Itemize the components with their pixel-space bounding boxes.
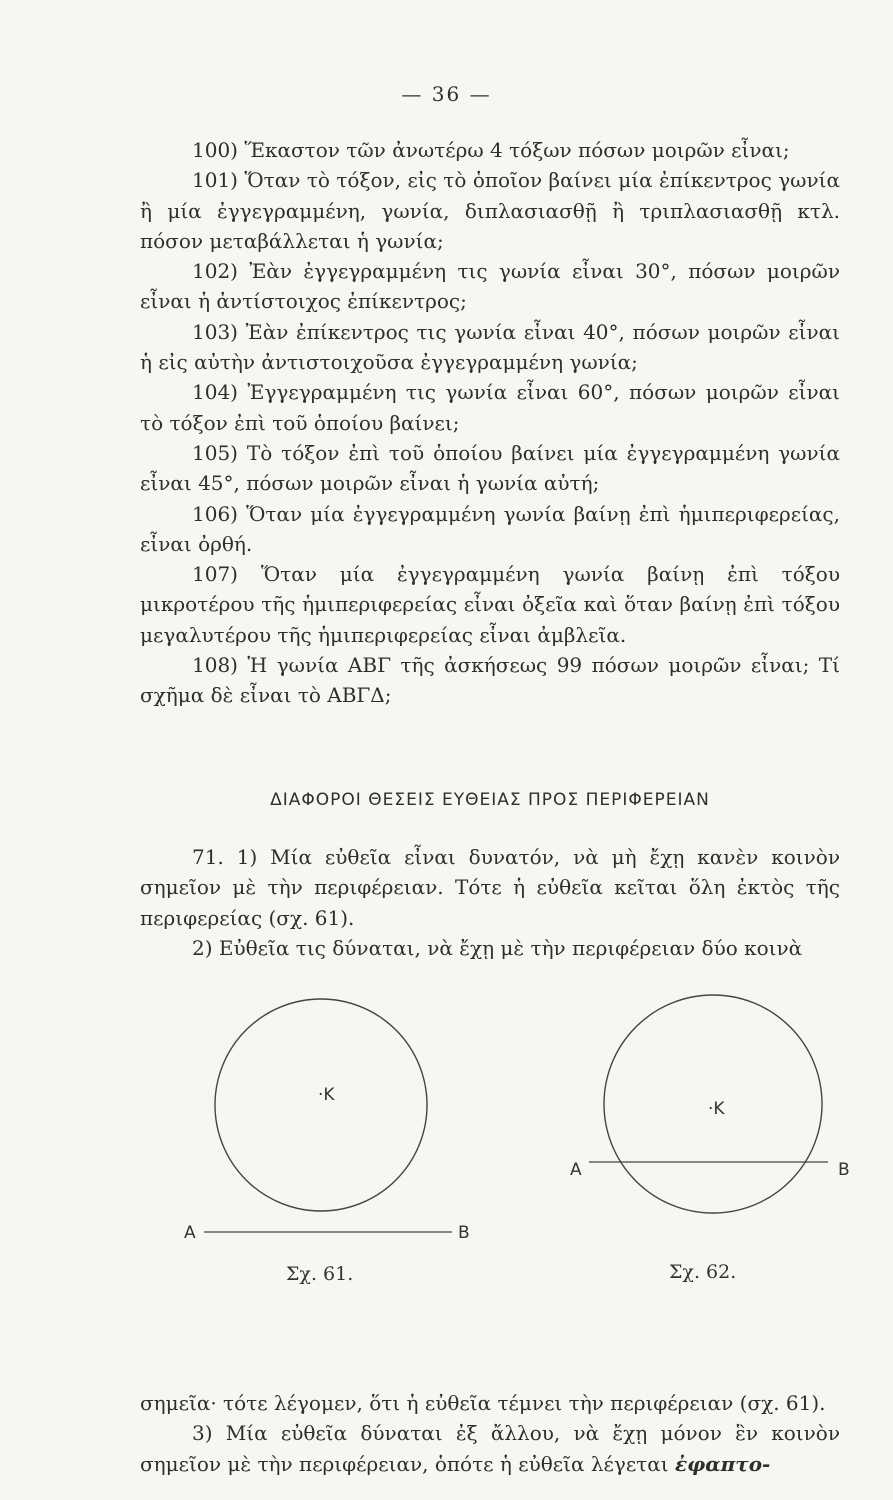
- exercise-104: 104) Ἐγγεγραμμένη τις γωνία εἶναι 60°, πόσων μοιρῶν εἶναι τὸ τόξον ἐπὶ τοῦ ὁποίου βαίνει;: [140, 380, 840, 435]
- figure-61: [184, 999, 470, 1285]
- line-right-label-62: Β: [838, 1160, 850, 1180]
- exercise-106: 106) Ὅταν μία ἐγγεγραμμένη γωνία βαίνῃ ἐπὶ ἡμιπεριφερείας, εἶναι ὀρθή.: [140, 501, 840, 556]
- figure-62: [570, 995, 850, 1283]
- exercise-108: 108) Ἡ γωνία ΑΒΓ τῆς ἀσκήσεως 99 πόσων μοιρῶν εἶναι; Τί σχῆμα δὲ εἶναι τὸ ΑΒΓΔ;: [140, 653, 840, 708]
- figures-svg: [150, 980, 870, 1290]
- paragraph-71-2-cont: σημεῖα· τότε λέγομεν, ὅτι ἡ εὐθεῖα τέμνει τὴν περιφέρειαν (σχ. 61).: [140, 1391, 826, 1415]
- paragraph-71-1: 71. 1) Μία εὐθεῖα εἶναι δυνατόν, νὰ μὴ ἔχῃ κανὲν κοινὸν σημεῖον μὲ τὴν περιφέρειαν. Τότε ἡ εὐθεῖα κεῖται ὅλη ἐκτὸς τῆς περιφερείας (σχ. 61).: [140, 845, 840, 930]
- exercise-103: 103) Ἐὰν ἐπίκεντρος τις γωνία εἶναι 40°, πόσων μοιρῶν εἶναι ἡ εἰς αὐτὴν ἀντιστοιχοῦσα ἐγγεγραμμένη γωνία;: [140, 319, 840, 375]
- center-label-62: ·Κ: [708, 1099, 725, 1119]
- line-left-label-62: Α: [570, 1160, 582, 1180]
- paragraph-71-2: 2) Εὐθεῖα τις δύναται, νὰ ἔχῃ μὲ τὴν περιφέρειαν δύο κοινὰ: [192, 935, 803, 960]
- line-left-label-61: Α: [184, 1223, 196, 1243]
- circle-61: [215, 999, 427, 1211]
- caption-62: Σχ. 62.: [669, 1261, 737, 1283]
- figures: [150, 980, 870, 1290]
- exercise-101: 101) Ὅταν τὸ τόξον, εἰς τὸ ὁποῖον βαίνει μία ἐπίκεντρος γωνία ἢ μία ἐγγεγραμμένη, γωνία, διπλασιασθῇ ἢ τριπλασιασθῇ κτλ. πόσον μεταβάλλεται ἡ γωνία;: [140, 168, 840, 253]
- exercise-105: 105) Τὸ τόξον ἐπὶ τοῦ ὁποίου βαίνει μία ἐγγεγραμμένη γωνία εἶναι 45°, πόσων μοιρῶν εἶναι ἡ γωνία αὐτή;: [140, 440, 840, 496]
- exercise-107: 107) Ὅταν μία ἐγγεγραμμένη γωνία βαίνῃ ἐπὶ τόξου μικροτέρου τῆς ἡμιπεριφερείας εἶναι ὀξεῖα καὶ ὅταν βαίνῃ ἐπὶ τόξου μεγαλυτέρου τῆς ἡμιπεριφερείας εἶναι ἀμβλεῖα.: [140, 562, 840, 647]
- page-number: — 36 —: [401, 82, 492, 106]
- section-body-continued: [140, 1388, 840, 1479]
- section-body: [140, 842, 840, 963]
- exercise-100: 100) Ἕκαστον τῶν ἀνωτέρω 4 τόξων πόσων μοιρῶν εἶναι;: [192, 138, 790, 162]
- paragraph-71-3: [140, 1418, 840, 1479]
- center-label-61: ·Κ: [318, 1085, 335, 1105]
- line-right-label-61: Β: [458, 1223, 470, 1243]
- bold-term: ἐφαπτο-: [674, 1451, 771, 1476]
- caption-61: Σχ. 61.: [286, 1263, 354, 1285]
- paragraph-71-3-text: 3) Μία εὐθεῖα δύναται ἐξ ἄλλου, νὰ ἔχῃ μόνον ἓν κοινὸν σημεῖον μὲ τὴν περιφέρειαν, ὁπότε ἡ εὐθεῖα λέγεται: [140, 1421, 840, 1476]
- exercise-list: [140, 135, 840, 711]
- section-heading: ΔΙΑΦΟΡΟΙ ΘΕΣΕΙΣ ΕΥΘΕΙΑΣ ΠΡΟΣ ΠΕΡΙΦΕΡΕΙΑΝ: [270, 790, 710, 810]
- exercise-102: 102) Ἐὰν ἐγγεγραμμένη τις γωνία εἶναι 30°, πόσων μοιρῶν εἶναι ἡ ἀντίστοιχος ἐπίκεντρος;: [140, 259, 840, 314]
